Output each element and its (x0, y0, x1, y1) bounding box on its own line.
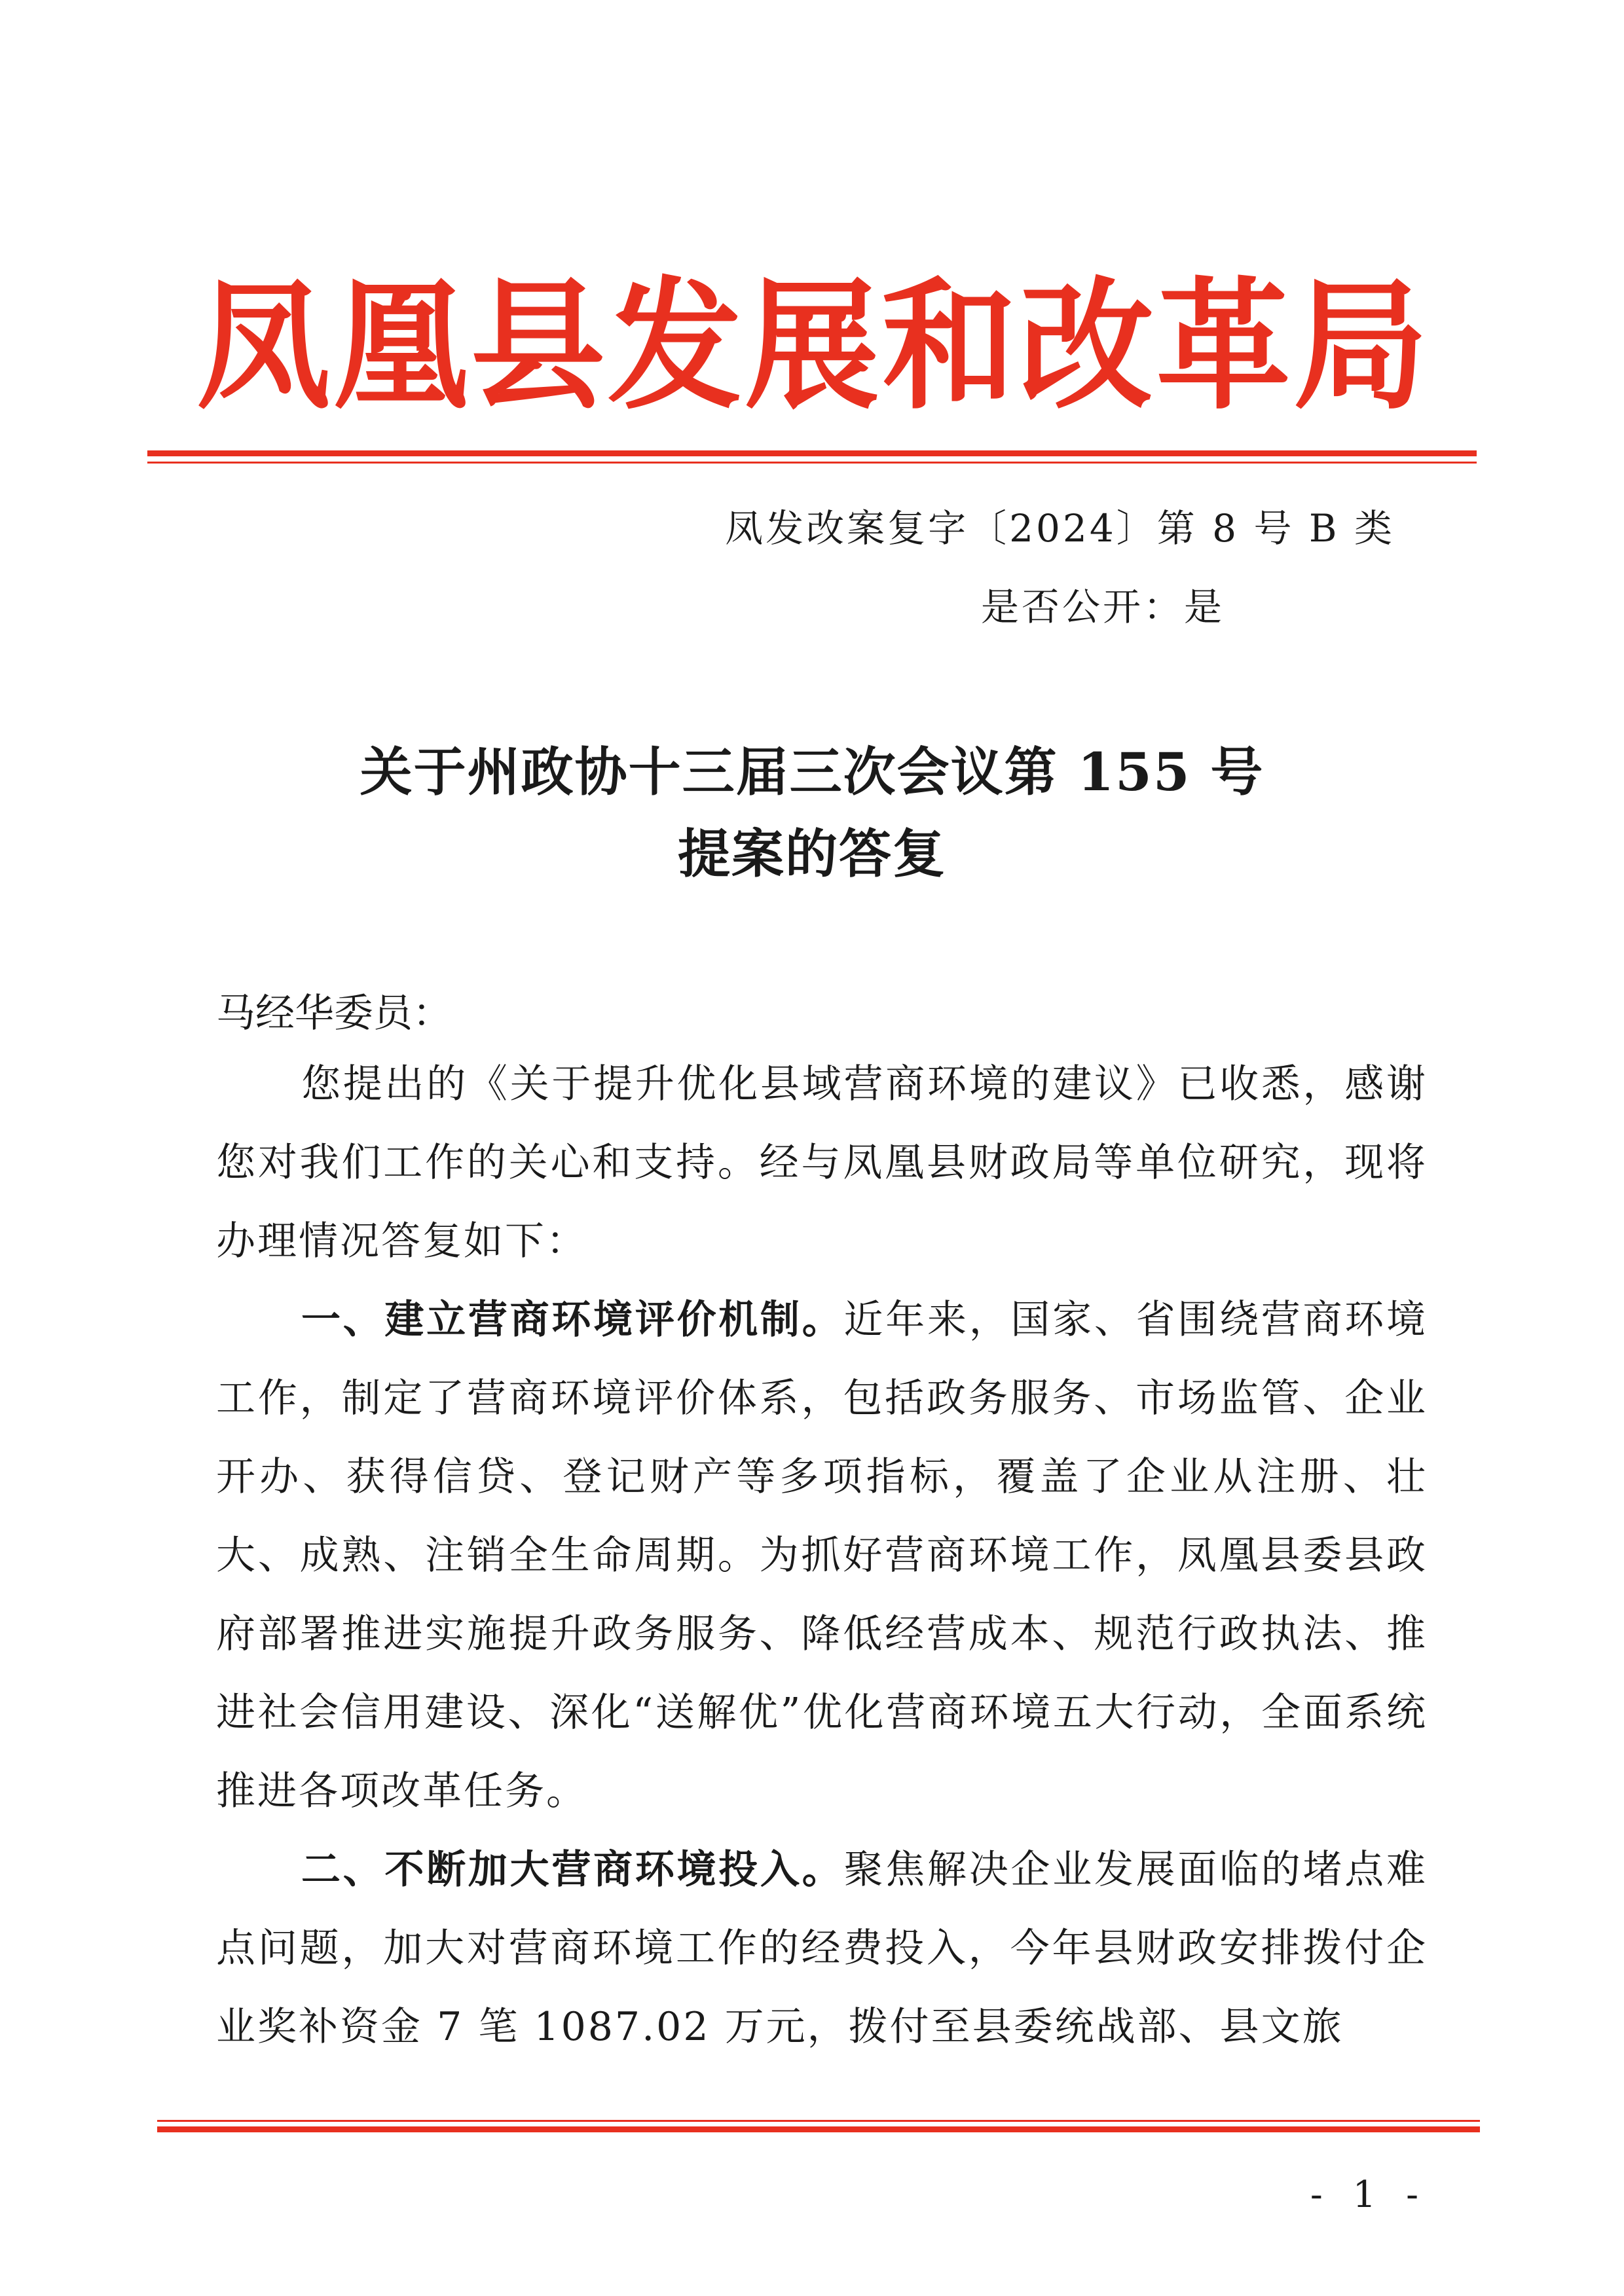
footer-divider-thin (157, 2120, 1480, 2122)
footer-divider-thick (157, 2126, 1480, 2132)
document-title-line-2: 提案的答复 (678, 823, 946, 884)
section-body-1: 近年来，国家、省围绕营商环境工作，制定了营商环境评价体系，包括政务服务、市场监管、企业开办、获得信贷、登记财产等多项指标，覆盖了企业从注册、壮大、成熟、注销全生命周期。为抓好营商环境工作，凤凰县委县政府部署推进实施提升政务服务、降低经营成本、规范行政执法、推进社会信用建设、深化“送解优”优化营商环境五大行动，全面系统推进各项改革任务。 (216, 1297, 1428, 1814)
masthead-char: 发 (608, 264, 743, 429)
masthead-char: 和 (881, 264, 1016, 429)
header-divider-thick (147, 450, 1477, 456)
document-title-line-1: 关于州政协十三届三次会议第 155 号 (360, 741, 1264, 803)
page-number: - 1 - (1310, 2174, 1428, 2216)
document-number: 凤发改案复字〔2024〕第 8 号 B 类 (725, 506, 1395, 551)
issuer-masthead (196, 262, 1428, 432)
masthead-char: 革 (1156, 264, 1291, 429)
masthead-char: 展 (745, 264, 879, 429)
section-heading-1: 一、建立营商环境评价机制。 (301, 1297, 844, 1343)
masthead-char: 改 (1019, 264, 1154, 429)
body-paragraph-section-1 (216, 1281, 1428, 1831)
masthead-char: 局 (1293, 264, 1428, 429)
salutation: 马经华委员： (216, 991, 452, 1036)
header-divider-thin (147, 462, 1477, 464)
body-paragraph-section-2 (216, 1831, 1428, 2066)
masthead-char: 凤 (196, 264, 331, 429)
section-body-2: 聚焦解决企业发展面临的堵点难点问题，加大对营商环境工作的经费投入，今年县财政安排拨付企业奖补资金 7 笔 1087.02 万元，拨付至县委统战部、县文旅 (216, 1847, 1428, 2050)
body-paragraph-intro: 您提出的《关于提升优化县域营商环境的建议》已收悉，感谢您对我们工作的关心和支持。经与凤凰县财政局等单位研究，现将办理情况答复如下： (216, 1061, 1428, 1264)
public-disclosure-flag: 是否公开：是 (980, 585, 1225, 629)
masthead-char: 凰 (333, 264, 468, 429)
masthead-char: 县 (470, 264, 605, 429)
section-heading-2: 二、不断加大营商环境投入。 (301, 1847, 844, 1893)
